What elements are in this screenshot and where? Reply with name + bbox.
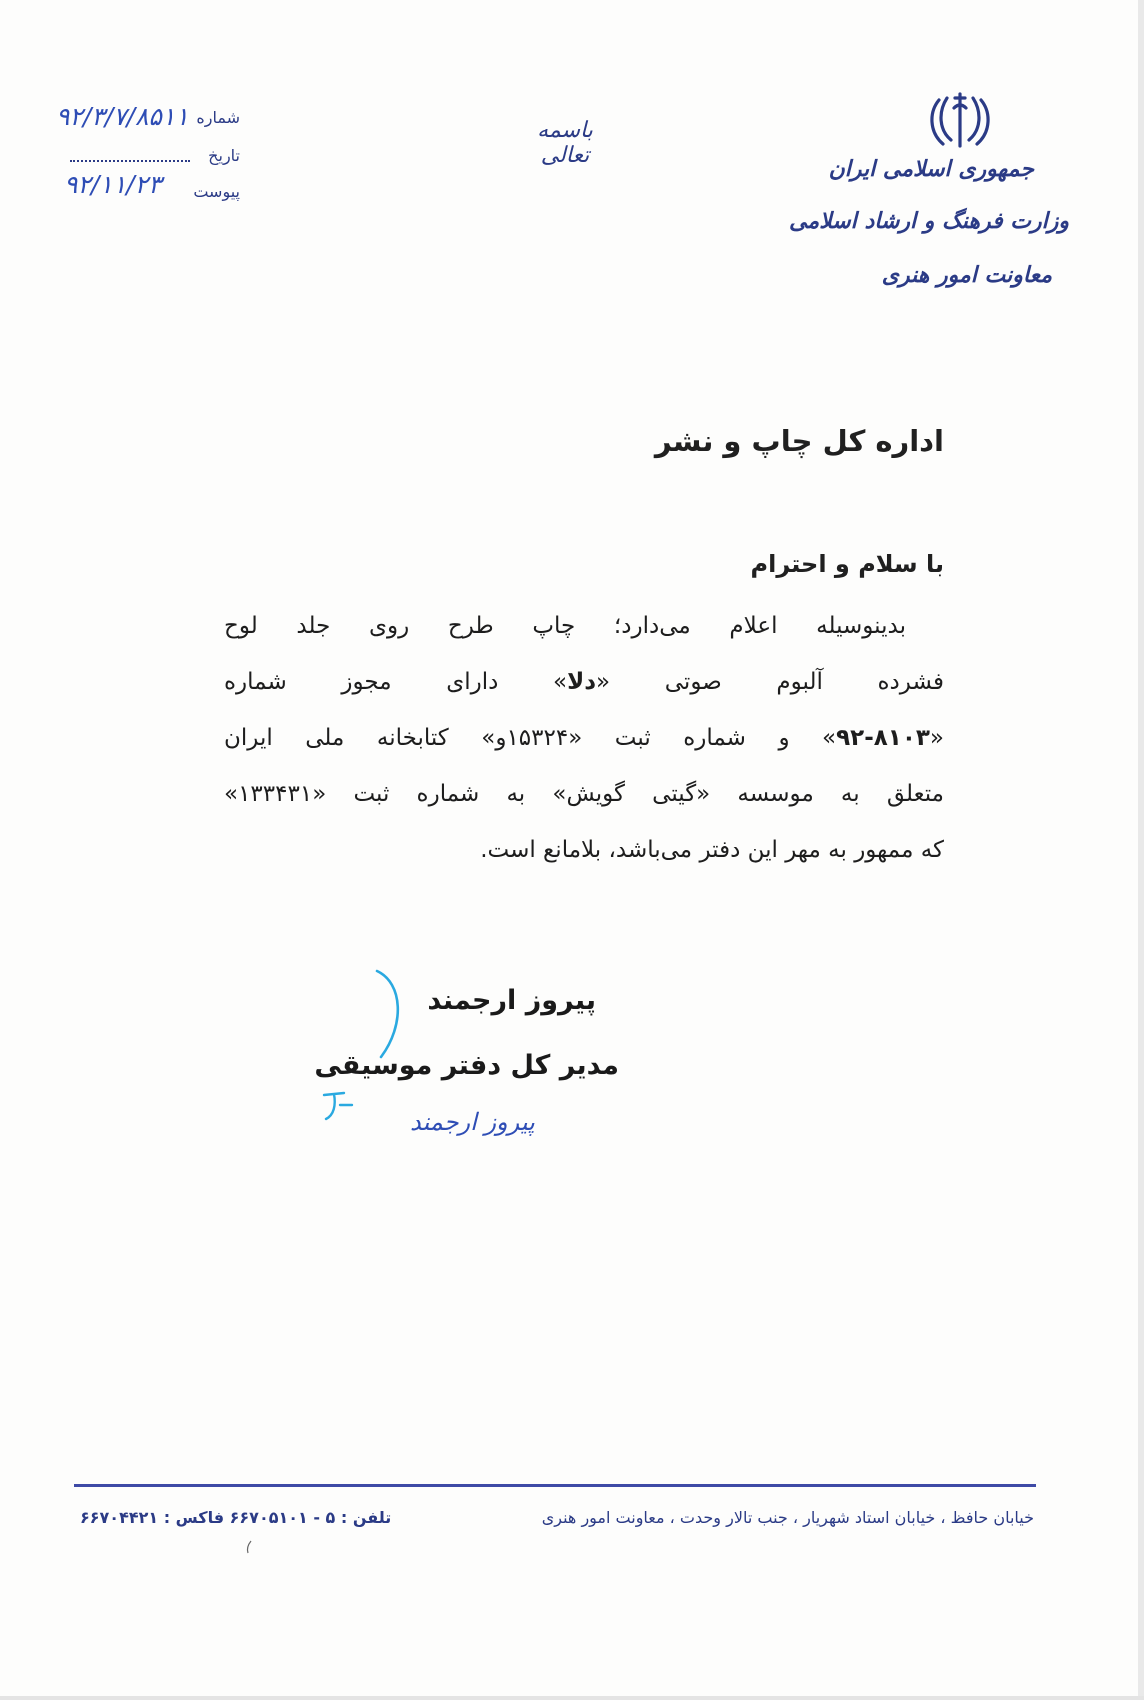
stray-ink-mark: [245, 1540, 253, 1554]
scan-edge-right: [1138, 0, 1144, 1700]
footer-address: خیابان حافظ ، خیابان استاد شهریار ، جنب تالار وحدت ، معاونت امور هنری: [541, 1508, 1034, 1527]
reference-number-value: ۹۲/۳/۷/۸۵۱۱: [56, 102, 189, 131]
body-line-3: «۹۲-۸۱۰۳» و شماره ثبت «۱۵۳۲۴و» کتابخانه ملی ایران: [224, 725, 944, 751]
bismillah-heading: باسمه تعالی: [537, 118, 593, 168]
reference-date-label: تاریخ: [208, 146, 240, 165]
reference-attachment-label: پیوست: [193, 182, 240, 201]
handwritten-signature: پیروز ارجمند: [410, 1108, 535, 1136]
reference-date-dots: [70, 160, 190, 164]
iran-emblem-icon: [925, 90, 995, 152]
album-name: دلا: [567, 669, 597, 695]
signer-title: مدیر کل دفتر موسیقی: [314, 1050, 619, 1081]
license-number: ۹۲-۸۱۰۳: [836, 725, 930, 751]
body-line-5: که ممهور به مهر این دفتر می‌باشد، بلامانع است.: [480, 837, 944, 863]
footer-phone-fax: تلفن : ۵ - ۶۶۷۰۵۱۰۱ فاکس : ۶۶۷۰۴۴۲۱: [80, 1508, 392, 1527]
reference-attachment-value: ۹۲/۱۱/۲۳: [64, 170, 162, 199]
scan-edge-bottom: [0, 1696, 1144, 1700]
footer-divider: [74, 1484, 1036, 1487]
letter-recipient: اداره کل چاپ و نشر: [654, 424, 944, 458]
letterhead-country: جمهوری اسلامی ایران: [828, 156, 1034, 182]
reference-number-label: شماره: [196, 108, 240, 127]
signature-initial-mark: [318, 1085, 358, 1125]
letter-body: [224, 598, 944, 878]
signer-name: پیروز ارجمند: [427, 985, 596, 1016]
letterhead-deputy: معاونت امور هنری: [881, 262, 1052, 288]
body-line-4: متعلق به موسسه «گیتی گویش» به شماره ثبت «۱۳۳۴۳۱»: [224, 781, 944, 807]
body-line-1: بدینوسیله اعلام می‌دارد؛ چاپ طرح روی جلد لوح: [224, 613, 906, 639]
body-line-2: فشرده آلبوم صوتی «دلا» دارای مجوز شماره: [224, 669, 944, 695]
letter-greeting: با سلام و احترام: [750, 550, 944, 578]
letterhead-ministry: وزارت فرهنگ و ارشاد اسلامی: [788, 208, 1069, 234]
